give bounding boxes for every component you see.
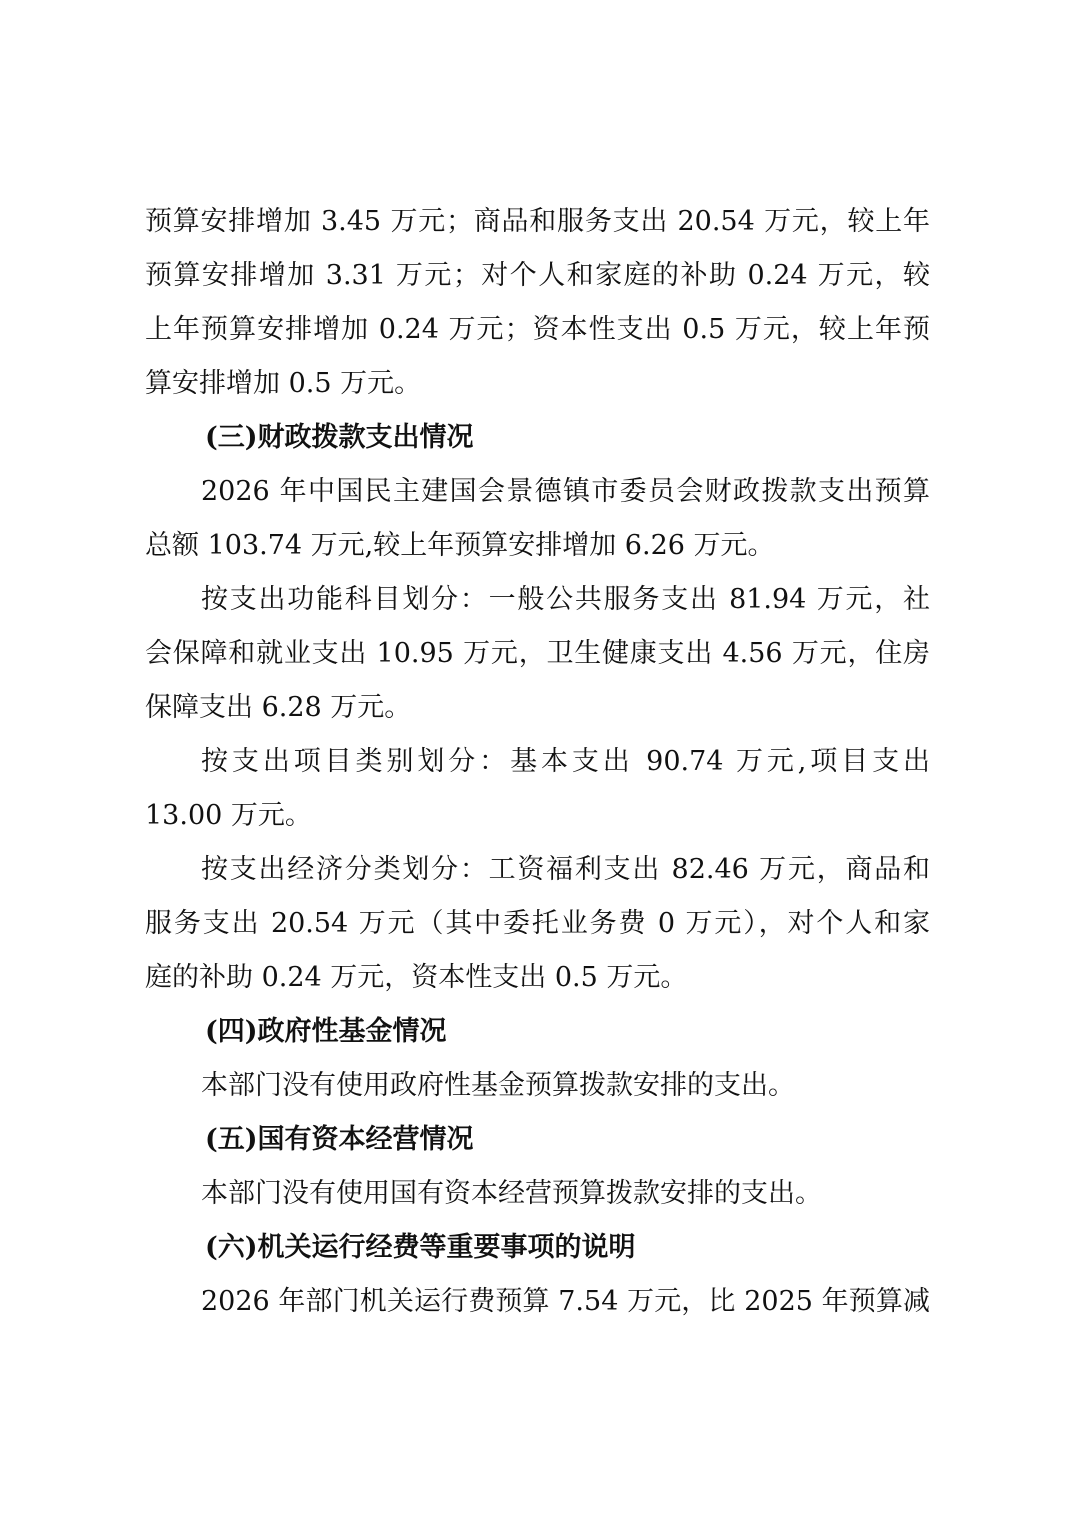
- body-line: 预算安排增加 3.45 万元；商品和服务支出 20.54 万元，较上年: [145, 206, 930, 237]
- section-heading: (三)财政拨款支出情况: [205, 422, 474, 453]
- section-operating-expenses: [145, 1221, 930, 1329]
- body-line: 算安排增加 0.5 万元。: [145, 368, 422, 399]
- section-heading: (五)国有资本经营情况: [205, 1124, 474, 1155]
- body-line: 13.00 万元。: [145, 800, 312, 831]
- section-government-fund: [145, 1005, 930, 1113]
- paragraph: [145, 735, 930, 843]
- body-line: 按支出功能科目划分：一般公共服务支出 81.94 万元，社: [201, 584, 930, 615]
- body-line: 按支出项目类别划分：基本支出 90.74 万元,项目支出: [201, 746, 930, 777]
- section-heading: (六)机关运行经费等重要事项的说明: [205, 1232, 636, 1263]
- section-heading: (四)政府性基金情况: [205, 1016, 447, 1047]
- body-line: 保障支出 6.28 万元。: [145, 692, 412, 723]
- body-line: 本部门没有使用国有资本经营预算拨款安排的支出。: [201, 1178, 822, 1209]
- body-line: 预算安排增加 3.31 万元；对个人和家庭的补助 0.24 万元，较: [145, 260, 930, 291]
- body-line: 上年预算安排增加 0.24 万元；资本性支出 0.5 万元，较上年预: [145, 314, 930, 345]
- paragraph-continuation: [145, 195, 930, 411]
- body-line: 庭的补助 0.24 万元，资本性支出 0.5 万元。: [145, 962, 688, 993]
- body-line: 本部门没有使用政府性基金预算拨款安排的支出。: [201, 1070, 795, 1101]
- paragraph: [145, 465, 930, 573]
- section-state-capital: [145, 1113, 930, 1221]
- paragraph: [145, 573, 930, 735]
- body-line: 2026 年中国民主建国会景德镇市委员会财政拨款支出预算: [201, 476, 930, 507]
- body-line: 2026 年部门机关运行费预算 7.54 万元，比 2025 年预算减: [201, 1286, 930, 1317]
- section-financial-allocation: [145, 411, 930, 1005]
- body-line: 总额 103.74 万元,较上年预算安排增加 6.26 万元。: [145, 530, 775, 561]
- body-line: 服务支出 20.54 万元（其中委托业务费 0 万元），对个人和家: [145, 908, 930, 939]
- body-line: 按支出经济分类划分：工资福利支出 82.46 万元，商品和: [201, 854, 930, 885]
- paragraph: [145, 843, 930, 1005]
- body-line: 会保障和就业支出 10.95 万元，卫生健康支出 4.56 万元，住房: [145, 638, 930, 669]
